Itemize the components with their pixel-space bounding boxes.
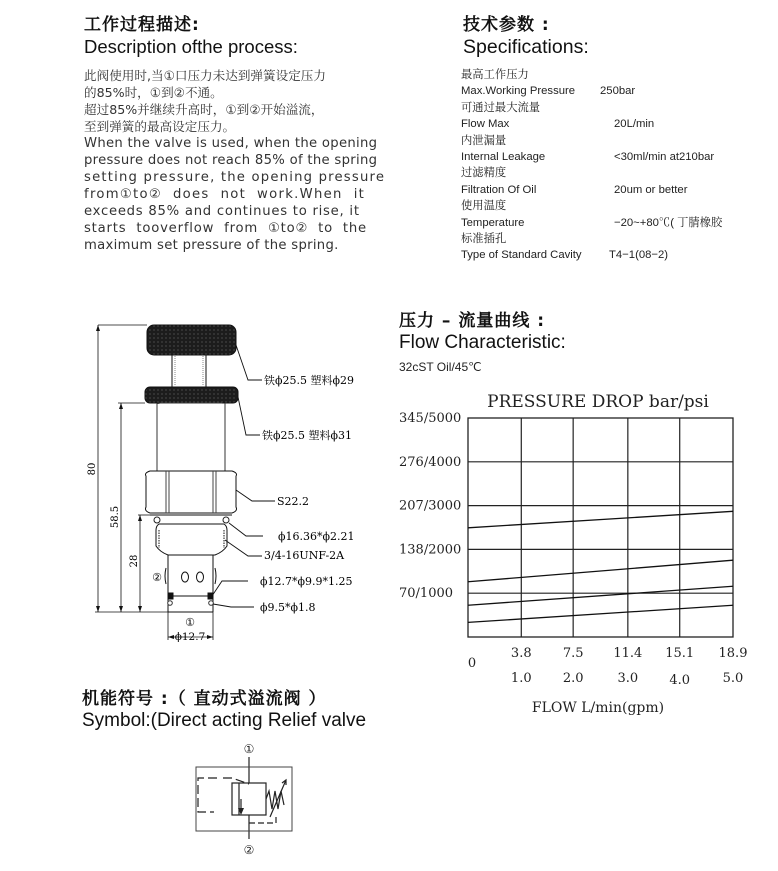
- chart-series-line: [468, 560, 733, 582]
- port-1-label: ①: [185, 616, 195, 629]
- cartridge-drawing: [0, 300, 395, 650]
- spec-item: [461, 231, 771, 264]
- relief-valve-symbol: [180, 735, 320, 865]
- description-en-line: When the valve is used, when the opening: [84, 136, 378, 151]
- spec-item: [461, 67, 771, 100]
- callout-thread: 3/4-16UNF-2A: [264, 549, 345, 562]
- specifications-table: [461, 67, 771, 264]
- spec-value: T4−1(08−2): [609, 249, 669, 262]
- valve-spool: [232, 783, 266, 815]
- chart-x-tick-label-gpm: 4.0: [669, 673, 691, 688]
- description-en-line: starts tooverflow from ①to② to the: [84, 221, 367, 236]
- chart-title: PRESSURE DROP bar/psi: [487, 392, 709, 412]
- spec-label-cn: 最高工作压力: [461, 69, 529, 81]
- spec-label-en: Internal Leakage: [461, 151, 546, 164]
- chart-x-tick-label: 15.1: [665, 646, 695, 661]
- spec-item: [461, 133, 771, 166]
- description-cn-line: 至到弹簧的最高设定压力。: [84, 119, 236, 134]
- description-title-en: Description ofthe process:: [84, 36, 298, 57]
- specifications-title-cn: 技术参数 :: [463, 15, 550, 35]
- callout-hex: S22.2: [277, 495, 310, 508]
- stem: [172, 355, 206, 387]
- chart-y-tick-label: 276/4000: [399, 454, 462, 470]
- chart-series-line: [468, 586, 733, 605]
- callout-oring: ϕ16.36*ϕ2.21: [278, 530, 355, 543]
- chart-x-tick-label-gpm: 1.0: [510, 671, 532, 686]
- chart-x-tick-label-gpm: 3.0: [617, 671, 639, 686]
- spec-value: −20~+80℃( 丁腈橡胶: [614, 216, 723, 229]
- spec-label-en: Flow Max: [461, 118, 510, 131]
- thread-section: [156, 524, 227, 555]
- flow-title-cn: 压力 – 流量曲线 :: [399, 311, 546, 331]
- symbol-title-en: Symbol:(Direct acting Relief valve: [82, 710, 367, 731]
- dim-cartridge-label: 28: [129, 554, 140, 568]
- chart-y-tick-label: 138/2000: [399, 542, 462, 558]
- lock-knob: [145, 387, 238, 403]
- spec-value: 250bar: [600, 85, 636, 98]
- chart-origin-label: 0: [467, 656, 477, 671]
- chart-series-line: [468, 511, 733, 528]
- chart-y-tick-label: 70/1000: [399, 586, 454, 602]
- port-2-hole: [182, 572, 189, 582]
- spec-value: <30ml/min at210bar: [614, 151, 715, 164]
- callout-lower-oring: ϕ9.5*ϕ1.8: [260, 601, 316, 614]
- symbol-section: [82, 684, 392, 732]
- description-en-line: exceeds 85% and continues to rise, it: [84, 204, 360, 219]
- spec-label-en: Temperature: [461, 216, 525, 229]
- dim-body-label: 58.5: [110, 505, 121, 529]
- flow-title-en: Flow Characteristic:: [399, 332, 566, 353]
- spec-label-en: Filtration Of Oil: [461, 183, 537, 196]
- flow-section: [399, 306, 566, 374]
- dim-total-label: 80: [87, 462, 98, 476]
- chart-y-tick-label: 207/3000: [399, 498, 462, 514]
- description-en-line: maximum set pressure of the spring.: [84, 238, 339, 253]
- chart-y-tick-label: 345/5000: [399, 411, 462, 426]
- symbol-port-top: ①: [243, 742, 255, 756]
- chart-curves: [468, 511, 733, 622]
- description-title-cn: 工作过程描述:: [84, 15, 200, 35]
- description-en-line: from①to② does not work.When it: [84, 187, 366, 202]
- spec-label-cn: 可通过最大流量: [461, 101, 541, 114]
- spec-value: 20L/min: [614, 118, 655, 131]
- description-section: [84, 10, 298, 58]
- spec-item: [461, 198, 771, 231]
- description-body: [84, 67, 398, 254]
- hex-nut: [146, 471, 237, 513]
- chart-x-tick-label-gpm: 5.0: [722, 671, 744, 686]
- callout-top-knob: 铁ϕ25.5 塑料ϕ29: [264, 374, 354, 387]
- chart-x-tick-label: 7.5: [562, 646, 584, 661]
- chart-x-ticks: [511, 646, 748, 688]
- spec-value: 20um or better: [614, 183, 688, 196]
- chart-plot-border: [468, 418, 733, 637]
- chart-grid: [468, 418, 733, 637]
- flow-chart: [395, 385, 775, 725]
- symbol-title-cn: 机能符号 :（ 直动式溢流阀 ）: [82, 689, 327, 709]
- symbol-port-bottom: ②: [243, 843, 255, 857]
- valve-body: [157, 403, 225, 474]
- chart-x-tick-label-gpm: 2.0: [562, 671, 584, 686]
- specifications-section: [463, 10, 589, 59]
- description-cn-line: 超过85%并继续升高时，①到②开始溢流，: [84, 102, 324, 117]
- specifications-title-en: Specifications:: [463, 36, 589, 58]
- description-en-line: pressure does not reach 85% of the spring: [84, 153, 378, 168]
- port-2-label: ②: [152, 571, 162, 584]
- chart-series-line: [468, 605, 733, 622]
- spec-label-cn: 内泄漏量: [461, 134, 507, 147]
- description-cn-line: 的85%时，①到②不通。: [84, 85, 223, 100]
- spec-item: [461, 165, 771, 198]
- spec-label-cn: 过滤精度: [461, 167, 507, 180]
- top-knob: [147, 325, 236, 355]
- chart-x-tick-label: 11.4: [613, 646, 643, 661]
- description-en-line: setting pressure, the opening pressure: [84, 170, 386, 185]
- port-2-hole: [197, 572, 204, 582]
- spec-label-en: Type of Standard Cavity: [461, 249, 582, 262]
- spec-label-cn: 标准插孔: [461, 233, 507, 246]
- flow-condition: 32cST Oil/45℃: [399, 360, 482, 374]
- chart-y-ticks: [399, 411, 461, 601]
- dia-bottom-label: ϕ12.7: [174, 631, 206, 643]
- description-cn-line: 此阀使用时,当①口压力未达到弹簧设定压力: [84, 68, 326, 83]
- chart-x-tick-label: 18.9: [718, 646, 748, 661]
- spec-label-cn: 使用温度: [461, 200, 507, 213]
- callout-lock-knob: 铁ϕ25.5 塑料ϕ31: [262, 429, 352, 442]
- spec-label-en: Max.Working Pressure: [461, 85, 576, 98]
- callout-backup-ring: ϕ12.7*ϕ9.9*1.25: [260, 575, 353, 588]
- chart-x-tick-label: 3.8: [510, 646, 532, 661]
- chart-x-axis-label: FLOW L/min(gpm): [531, 700, 665, 716]
- spec-item: [461, 100, 771, 133]
